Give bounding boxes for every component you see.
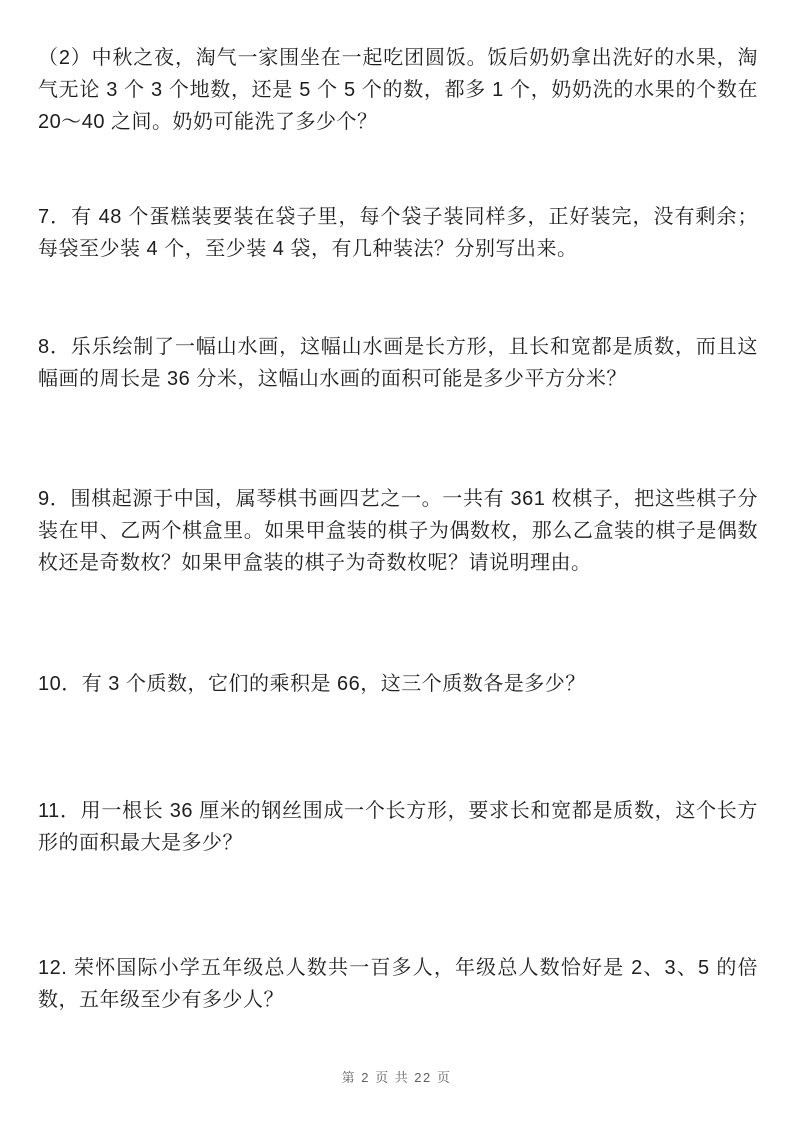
problem-paragraph-2-2: （2）中秋之夜，淘气一家围坐在一起吃团圆饭。饭后奶奶拿出洗好的水果，淘气无论 3 个 3 个地数，还是 5 个 5 个的数，都多 1 个，奶奶洗的水果的个数在 20～40 之间。奶奶可能洗了多少个？ bbox=[38, 47, 765, 133]
problem-paragraph-8: 8．乐乐绘制了一幅山水画，这幅山水画是长方形，且长和宽都是质数，而且这幅画的周长是 36 分米，这幅山水画的面积可能是多少平方分米？ bbox=[38, 336, 758, 390]
problem-paragraph-9: 9．围棋起源于中国，属琴棋书画四艺之一。一共有 361 枚棋子，把这些棋子分装在甲、乙两个棋盒里。如果甲盒装的棋子为偶数枚，那么乙盒装的棋子是偶数枚还是奇数枚？如果甲盒装的棋子为奇数枚呢？请说明理由。 bbox=[38, 488, 758, 574]
problem-paragraph-7: 7．有 48 个蛋糕装要装在袋子里，每个袋子装同样多，正好装完，没有剩余；每袋至少装 4 个，至少装 4 袋，有几种装法？分别写出来。 bbox=[38, 206, 758, 260]
problem-paragraph-11: 11．用一根长 36 厘米的钢丝围成一个长方形，要求长和宽都是质数，这个长方形的面积最大是多少？ bbox=[38, 800, 758, 854]
problem-paragraph-12: 12. 荣怀国际小学五年级总人数共一百多人，年级总人数恰好是 2、3、5 的倍数，五年级至少有多少人？ bbox=[38, 957, 758, 1011]
page-number-footer: 第 2 页 共 22 页 bbox=[341, 1070, 452, 1085]
problem-paragraph-10: 10．有 3 个质数，它们的乘积是 66，这三个质数各是多少？ bbox=[38, 673, 586, 695]
